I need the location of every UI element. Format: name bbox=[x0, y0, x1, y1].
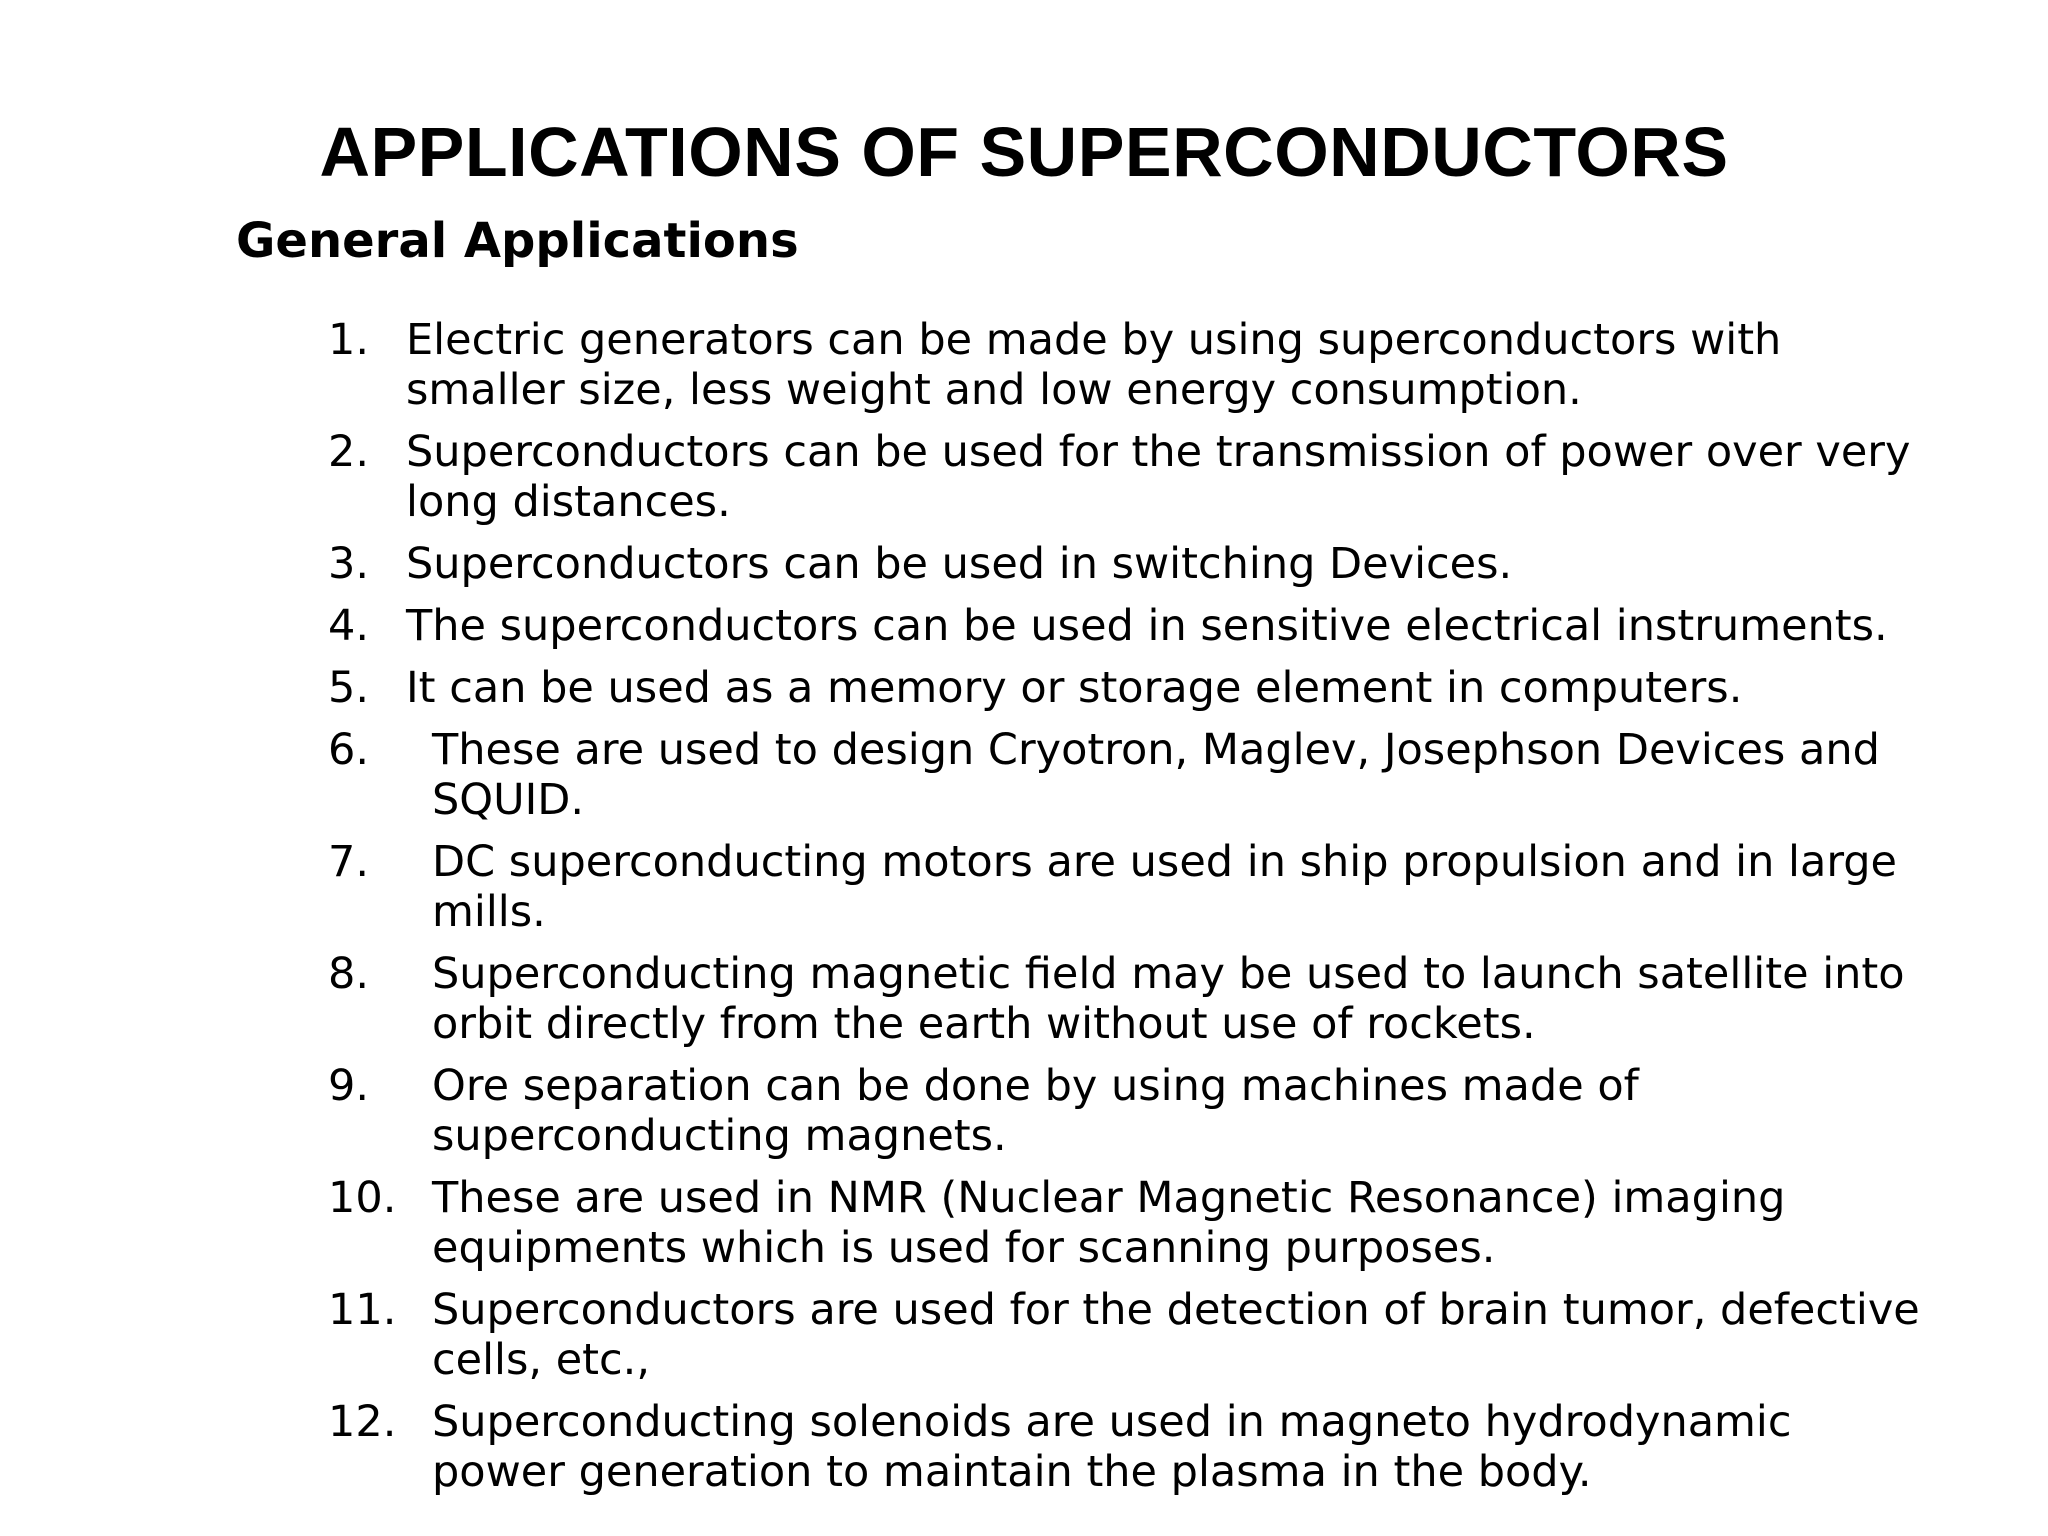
list-item bbox=[328, 601, 1928, 651]
list-item bbox=[328, 427, 1928, 527]
list-item bbox=[328, 725, 1928, 825]
list-item bbox=[328, 949, 1928, 1049]
slide-title: APPLICATIONS OF SUPERCONDUCTORS bbox=[319, 113, 1729, 191]
list-item bbox=[328, 1061, 1928, 1161]
item-number: 6. bbox=[328, 725, 370, 775]
item-text: Superconducting magnetic field may be used to launch satellite into orbit directly from the earth without use of rockets. bbox=[432, 949, 1905, 1049]
item-number: 4. bbox=[328, 601, 370, 651]
item-number: 12. bbox=[328, 1397, 397, 1447]
item-number: 9. bbox=[328, 1061, 370, 1111]
item-number: 11. bbox=[328, 1285, 397, 1335]
item-text: Ore separation can be done by using machines made of superconducting magnets. bbox=[432, 1061, 1639, 1161]
list-item bbox=[328, 315, 1928, 415]
item-text: Superconductors can be used in switching Devices. bbox=[406, 539, 1513, 589]
item-text: Electric generators can be made by using superconductors with smaller size, less weight and low energy consumption. bbox=[406, 315, 1782, 415]
list-item bbox=[328, 1397, 1928, 1497]
item-text: The superconductors can be used in sensitive electrical instruments. bbox=[406, 601, 1888, 651]
item-text: Superconductors are used for the detection of brain tumor, defective cells, etc., bbox=[432, 1285, 1920, 1385]
item-text: DC superconducting motors are used in ship propulsion and in large mills. bbox=[432, 837, 1898, 937]
list-item bbox=[328, 1173, 1928, 1273]
list-item bbox=[328, 663, 1928, 713]
item-text: Superconducting solenoids are used in magneto hydrodynamic power generation to maintain the plasma in the body. bbox=[432, 1397, 1792, 1497]
item-number: 2. bbox=[328, 427, 370, 477]
item-number: 7. bbox=[328, 837, 370, 887]
item-number: 8. bbox=[328, 949, 370, 999]
list-item bbox=[328, 837, 1928, 937]
section-heading: General Applications bbox=[236, 213, 799, 269]
applications-list bbox=[328, 315, 1928, 1509]
list-item bbox=[328, 539, 1928, 589]
item-number: 5. bbox=[328, 663, 370, 713]
item-text: These are used in NMR (Nuclear Magnetic Resonance) imaging equipments which is used for scanning purposes. bbox=[432, 1173, 1786, 1273]
item-text: These are used to design Cryotron, Maglev, Josephson Devices and SQUID. bbox=[432, 725, 1880, 825]
list-item bbox=[328, 1285, 1928, 1385]
item-number: 1. bbox=[328, 315, 370, 365]
item-text: Superconductors can be used for the transmission of power over very long distances. bbox=[406, 427, 1911, 527]
item-text: It can be used as a memory or storage element in computers. bbox=[406, 663, 1743, 713]
item-number: 10. bbox=[328, 1173, 397, 1223]
item-number: 3. bbox=[328, 539, 370, 589]
